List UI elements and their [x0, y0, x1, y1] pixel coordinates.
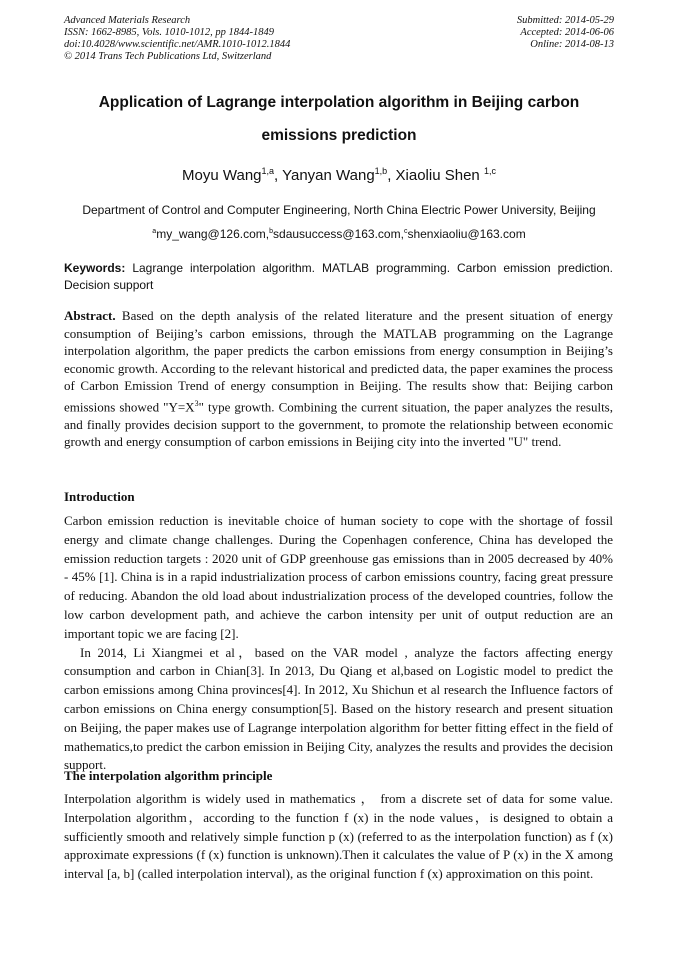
journal-info: [64, 15, 290, 63]
paper-title: [40, 86, 638, 152]
email-sup: b: [269, 228, 274, 235]
abstract-label: Abstract.: [64, 308, 116, 323]
email-sup: c: [403, 228, 408, 235]
section-interpolation-principle: [64, 767, 613, 884]
author-affil: 1,a: [261, 166, 275, 176]
title-line: Application of Lagrange interpolation algorithm in Beijing carbon: [98, 94, 580, 111]
paragraph: Interpolation algorithm is widely used in mathematics ， from a discrete set of data for some value. Interpolation algorithm，according to the function f (x) in the node values，is designed to obtain a sufficiently smooth and relatively simple function p (x) (referred to as the interpolation function) as f (x) approximate expressions (f (x) function is unknown).Then it calculates the value of P (x) in the X among interval [a, b] (called interpolation interval), as the original function f (x) approximation on this point.: [64, 791, 613, 882]
abstract: [64, 307, 613, 451]
author-affil: 1,b: [374, 166, 388, 176]
journal-name: Advanced Materials Research: [64, 15, 191, 26]
author-list: Moyu Wang$^{1,a}$, Yanyan Wang$^{1,b}$, Xiaoliu Shen $^{1,c}$: [182, 166, 496, 184]
author-name: Moyu Wang: [182, 167, 262, 184]
doi-line: doi:10.4028/www.scientific.net/AMR.1010-1012.1844: [64, 39, 291, 50]
submitted-date: Submitted: 2014-05-29: [516, 15, 614, 26]
email-list: [0, 227, 678, 241]
issn-line: ISSN: 1662-8985, Vols. 1010-1012, pp 1844-1849: [64, 27, 274, 38]
copyright-line: © 2014 Trans Tech Publications Ltd, Switzerland: [64, 51, 272, 62]
section-heading: Introduction: [64, 489, 135, 504]
author-affil: 1,c: [483, 166, 496, 176]
email: my_wang@126.com,: [156, 227, 270, 241]
title-line: emissions prediction: [261, 127, 417, 144]
keywords-text: Lagrange interpolation algorithm. MATLAB programming. Carbon emission prediction. Decision support: [64, 261, 613, 292]
abstract-text: " type growth. Combining the current situation, the paper analyzes the results, and finally provides decision support to the government, to promote the relationship between economic growth and energy consumption of carbon emissions in Beijing city into the inverted "U" trend.: [64, 399, 613, 450]
abstract-sup: 3: [194, 398, 199, 408]
affiliation: Department of Control and Computer Engineering, North China Electric Power University, Beijing: [82, 203, 596, 217]
accepted-date: Accepted: 2014-06-06: [520, 27, 614, 38]
online-date: Online: 2014-08-13: [530, 39, 614, 50]
paragraph: Carbon emission reduction is inevitable choice of human society to cope with the shortage of fossil energy and climate change challenges. During the Copenhagen conference, China has developed the emission reduction targets : 2020 unit of GDP greenhouse gas emissions than in 2005 decreased by 40% - 45% [1]. China is in a rapid industrialization process of carbon emissions country, facing great pressure of reducing. Abandon the old load about industrialization process of the developed countries, follow the low carbon development path, and achieve the carbon intensity per unit of output reduction are an important topic we are facing [2].: [64, 513, 613, 641]
author-name: Yanyan Wang: [282, 167, 375, 184]
section-introduction: [64, 488, 613, 775]
email: sdausuccess@163.com,: [273, 227, 404, 241]
keywords-label: Keywords:: [64, 261, 126, 275]
email-sup: a: [152, 228, 157, 235]
dates-info: [517, 15, 614, 51]
paragraph: In 2014, Li Xiangmei et al，based on the VAR model , analyze the factors affecting energy consumption and carbon in Chian[3]. In 2013, Du Qiang et al,based on Logistic model to predict the carbon emissions among China provinces[4]. In 2012, Xu Shichun et al research the Influence factors of carbon emissions on China energy consumption[5]. Based on the history research and present situation on Beijing, the paper makes use of Lagrange interpolation algorithm for better fitting effect in the field of mathematics,to predict the carbon emission in Beijing City, analyzes the results and provides the decision support.: [64, 644, 613, 773]
abstract-text: Based on the depth analysis of the related literature and the present situation of energy consumption of Beijing’s carbon emissions, through the MATLAB programming on the Lagrange interpolation algorithm, the paper predicts the carbon emissions from energy consumption in Beijing’s economic growth. According to the relevant historical and predicted data, the paper examines the process of Carbon Emission Trend of energy consumption in Beijing. The results show that: Beijing carbon emissions showed "Y=X: [64, 308, 613, 415]
section-heading: The interpolation algorithm principle: [64, 768, 273, 783]
email: shenxiaoliu@163.com: [407, 227, 526, 241]
keywords: [64, 260, 613, 294]
author-name: Xiaoliu Shen: [395, 167, 484, 184]
